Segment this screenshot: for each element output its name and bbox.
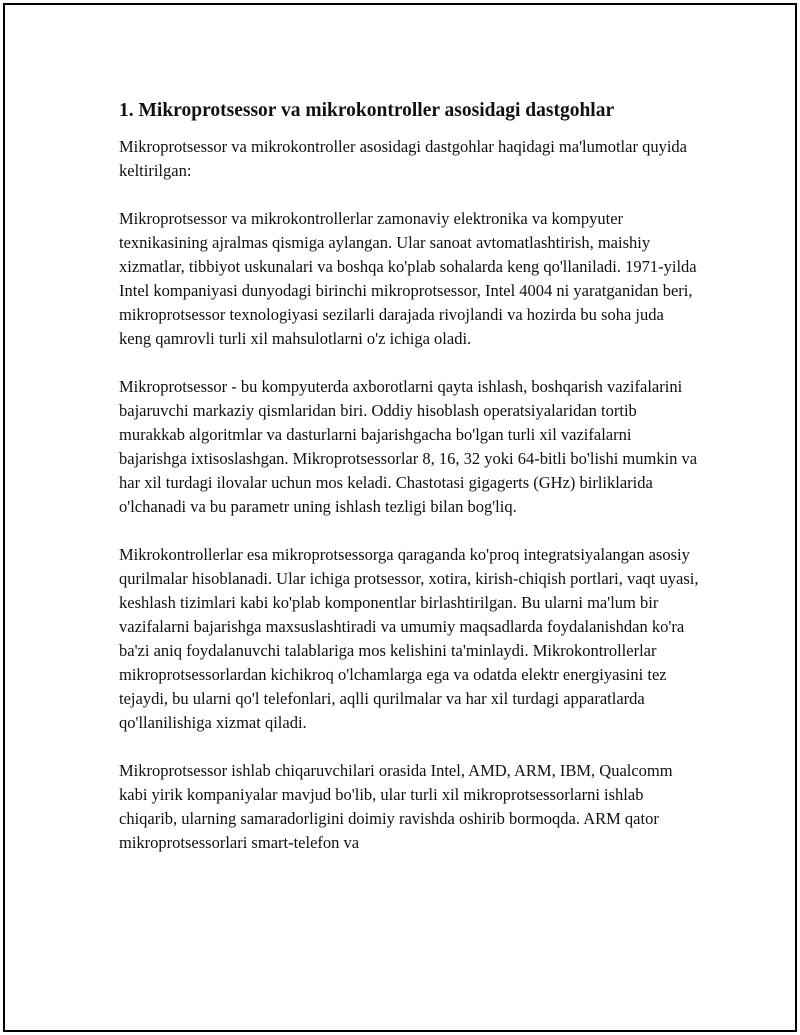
paragraph-intro: Mikroprotsessor va mikrokontroller asosidagi dastgohlar haqidagi ma'lumotlar quyida keltirilgan: xyxy=(119,137,687,180)
document-page xyxy=(3,3,797,1032)
document-title: 1. Mikroprotsessor va mikrokontroller asosidagi dastgohlar xyxy=(119,100,615,121)
paragraph-microcontroller: Mikrokontrollerlar esa mikroprotsessorga qaraganda ko'proq integratsiyalangan asosiy qurilmalar hisoblanadi. Ular ichiga protsessor, xotira, kirish-chiqish portlari, vaqt uyasi, keshlash tizimlari kabi ko'plab komponentlar birlashtirilgan. Bu ularni ma'lum bir vazifalarni bajarishga maxsuslashtiradi va umumiy maqsadlarda foydalanishdan ko'ra ba'zi aniq foydalanuvchi talablariga mos kelishini ta'minlaydi. Mikrokontrollerlar mikroprotsessorlardan kichikroq o'lchamlarga ega va odatda elektr energiyasini tez tejaydi, bu ularni qo'l telefonlari, aqlli qurilmalar va har xil turdagi apparatlarda qo'llanilishiga xizmat qiladi. xyxy=(119,545,699,732)
paragraph-manufacturers: Mikroprotsessor ishlab chiqaruvchilari orasida Intel, AMD, ARM, IBM, Qualcomm kabi yirik kompaniyalar mavjud bo'lib, ular turli xil mikroprotsessorlarni ishlab chiqarib, ularning samaradorligini doimiy ravishda oshirib bormoqda. ARM qator mikroprotsessorlari smart-telefon va xyxy=(119,761,673,852)
paragraph-microprocessor: Mikroprotsessor - bu kompyuterda axborotlarni qayta ishlash, boshqarish vazifalarini bajaruvchi markaziy qismlaridan biri. Oddiy hisoblash operatsiyalaridan tortib murakkab algoritmlar va dasturlarni bajarishgacha bo'lgan turli xil vazifalarni bajarishga ixtisoslashgan. Mikroprotsessorlar 8, 16, 32 yoki 64-bitli bo'lishi mumkin va har xil turdagi ilovalar uchun mos keladi. Chastotasi gigagerts (GHz) birliklarida o'lchanadi va bu parametr uning ishlash tezligi bilan bog'liq. xyxy=(119,377,698,516)
document-body xyxy=(119,98,699,879)
paragraph-overview: Mikroprotsessor va mikrokontrollerlar zamonaviy elektronika va kompyuter texnikasining ajralmas qismiga aylangan. Ular sanoat avtomatlashtirish, maishiy xizmatlar, tibbiyot uskunalari va boshqa ko'plab sohalarda keng qo'llaniladi. 1971-yilda Intel kompaniyasi dunyodagi birinchi mikroprotsessor, Intel 4004 ni yaratganidan beri, mikroprotsessor texnologiyasi sezilarli darajada rivojlandi va hozirda bu soha juda keng qamrovli turli xil mahsulotlarni o'z ichiga oladi. xyxy=(119,209,697,348)
